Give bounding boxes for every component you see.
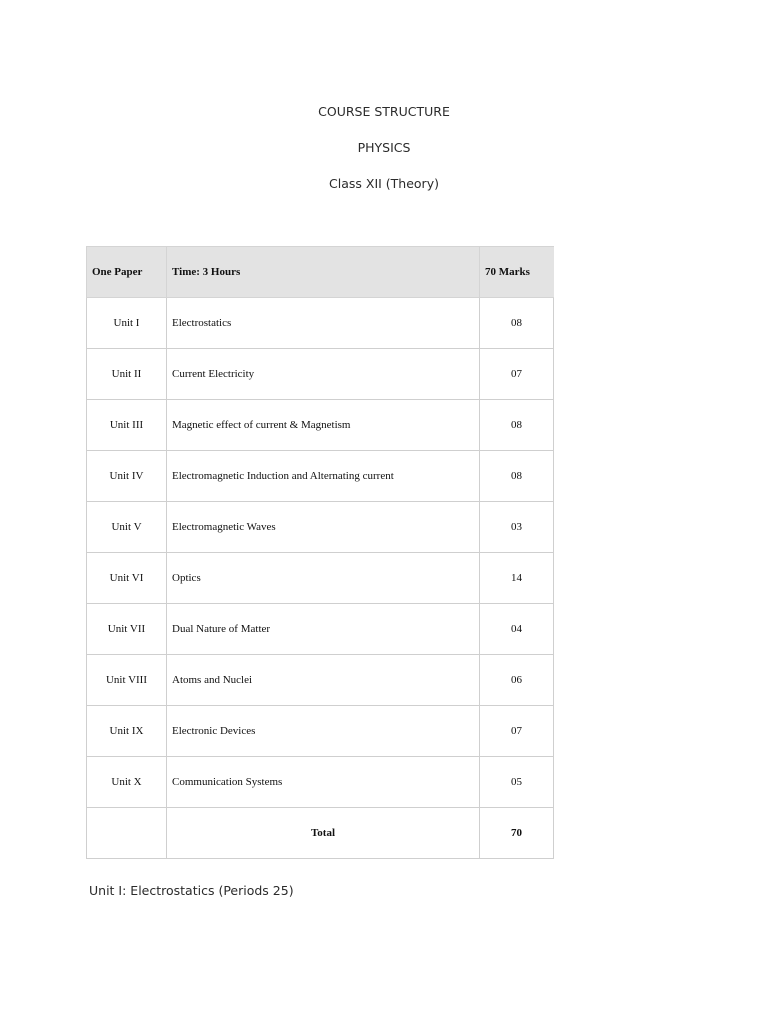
- unit-cell: Unit IX: [87, 706, 167, 757]
- marks-table: [86, 246, 554, 859]
- unit-cell: Unit VII: [87, 604, 167, 655]
- unit-one-section-heading: Unit I: Electrostatics (Periods 25): [89, 883, 294, 898]
- marks-cell: 08: [480, 400, 554, 451]
- marks-cell: 07: [480, 349, 554, 400]
- class-heading: Class XII (Theory): [329, 176, 439, 191]
- topic-cell: Electrostatics: [167, 298, 480, 349]
- unit-cell: Unit X: [87, 757, 167, 808]
- table-row: [87, 757, 554, 808]
- marks-cell: 05: [480, 757, 554, 808]
- course-structure-heading: COURSE STRUCTURE: [318, 104, 450, 119]
- marks-cell: 06: [480, 655, 554, 706]
- subject-heading: PHYSICS: [357, 140, 411, 155]
- marks-cell: 08: [480, 451, 554, 502]
- unit-cell: Unit I: [87, 298, 167, 349]
- topic-cell: Optics: [167, 553, 480, 604]
- total-label: Total: [167, 808, 480, 859]
- table-row: [87, 604, 554, 655]
- table-row: [87, 298, 554, 349]
- table-row: [87, 706, 554, 757]
- unit-cell: Unit VIII: [87, 655, 167, 706]
- marks-cell: 07: [480, 706, 554, 757]
- unit-cell: Unit IV: [87, 451, 167, 502]
- marks-cell: 03: [480, 502, 554, 553]
- header-one-paper: One Paper: [87, 247, 167, 298]
- marks-cell: 14: [480, 553, 554, 604]
- unit-cell: Unit III: [87, 400, 167, 451]
- table-row: [87, 502, 554, 553]
- topic-cell: Electromagnetic Induction and Alternating current: [167, 451, 480, 502]
- topic-cell: Dual Nature of Matter: [167, 604, 480, 655]
- total-row: [87, 808, 554, 859]
- topic-cell: Electromagnetic Waves: [167, 502, 480, 553]
- table-row: [87, 451, 554, 502]
- total-marks: 70: [480, 808, 554, 859]
- unit-cell: Unit V: [87, 502, 167, 553]
- topic-cell: Atoms and Nuclei: [167, 655, 480, 706]
- marks-cell: 08: [480, 298, 554, 349]
- marks-cell: 04: [480, 604, 554, 655]
- table-row: [87, 400, 554, 451]
- table-header-row: [87, 247, 554, 298]
- table-row: [87, 655, 554, 706]
- total-empty-cell: [87, 808, 167, 859]
- table-row: [87, 349, 554, 400]
- topic-cell: Magnetic effect of current & Magnetism: [167, 400, 480, 451]
- table-row: [87, 553, 554, 604]
- topic-cell: Electronic Devices: [167, 706, 480, 757]
- header-marks: 70 Marks: [480, 247, 554, 298]
- unit-cell: Unit VI: [87, 553, 167, 604]
- topic-cell: Communication Systems: [167, 757, 480, 808]
- unit-cell: Unit II: [87, 349, 167, 400]
- topic-cell: Current Electricity: [167, 349, 480, 400]
- header-time: Time: 3 Hours: [167, 247, 480, 298]
